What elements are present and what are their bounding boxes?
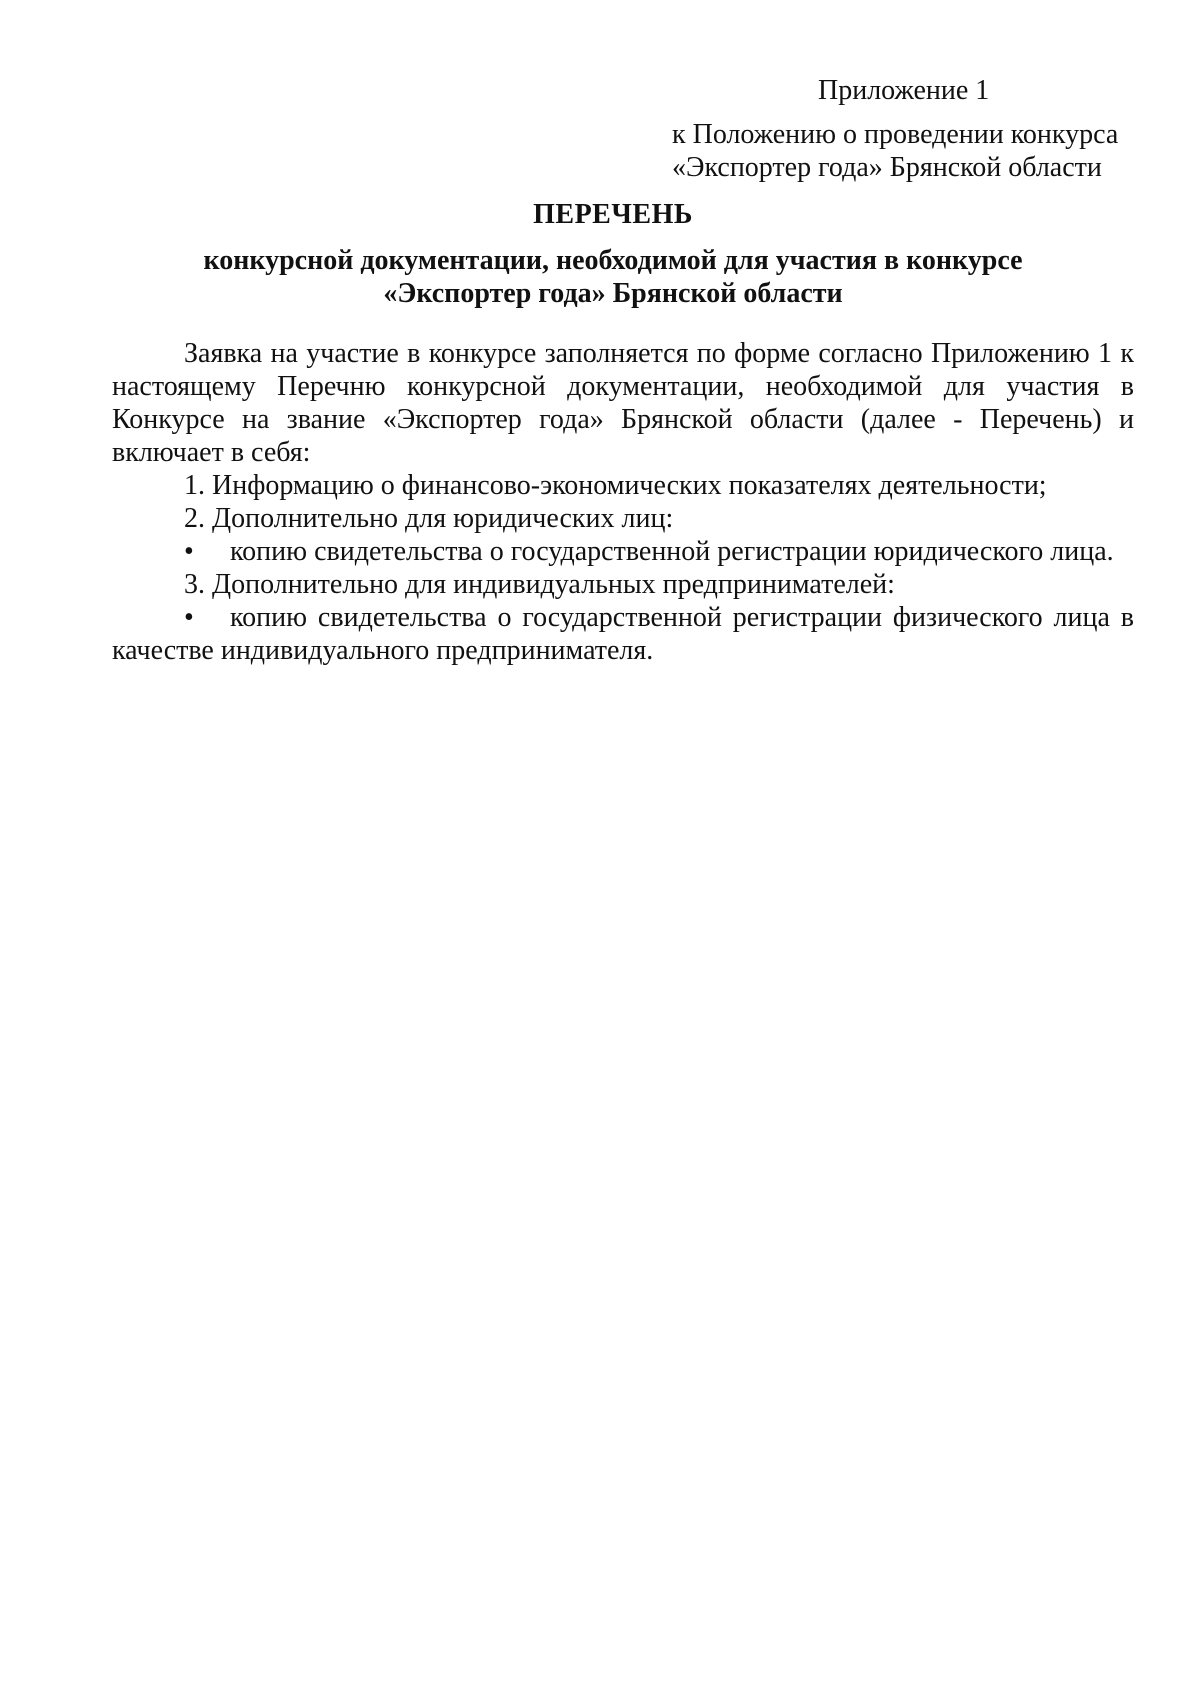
annex-reference-line-1: к Положению о проведении конкурса bbox=[672, 119, 1119, 150]
list-item-3: 3. Дополнительно для индивидуальных предпринимателей: bbox=[184, 569, 895, 600]
bullet-icon: • bbox=[184, 536, 194, 567]
document-body bbox=[112, 337, 1134, 667]
list-item-3-bullet bbox=[112, 601, 1134, 667]
intro-paragraph: Заявка на участие в конкурсе заполняется по форме согласно Приложению 1 к настоящему Перечню конкурсной документации, необходимой для участия в Конкурсе на звание «Экспортер года» Брянской области (далее - Перечень) и включает в себя: bbox=[112, 338, 1134, 468]
list-item-2-bullet bbox=[112, 535, 1134, 568]
list-item-3-bullet-text: копию свидетельства о государственной регистрации физического лица в качестве индивидуального предпринимателя. bbox=[112, 602, 1134, 666]
list-item-1: 1. Информацию о финансово-экономических показателях деятельности; bbox=[184, 470, 1047, 501]
document-subtitle-line-2: «Экспортер года» Брянской области bbox=[383, 278, 843, 309]
document-title: ПЕРЕЧЕНЬ bbox=[533, 199, 693, 230]
list-item-2-bullet-text: копию свидетельства о государственной регистрации юридического лица. bbox=[230, 536, 1114, 567]
bullet-icon: • bbox=[184, 602, 194, 633]
annex-number: Приложение 1 bbox=[818, 75, 990, 106]
annex-reference bbox=[672, 118, 1132, 184]
list-item-2: 2. Дополнительно для юридических лиц: bbox=[184, 503, 674, 534]
document-subtitle-line-1: конкурсной документации, необходимой для участия в конкурсе bbox=[203, 245, 1023, 276]
document-subtitle bbox=[0, 244, 1200, 310]
annex-reference-line-2: «Экспортер года» Брянской области bbox=[672, 152, 1102, 183]
